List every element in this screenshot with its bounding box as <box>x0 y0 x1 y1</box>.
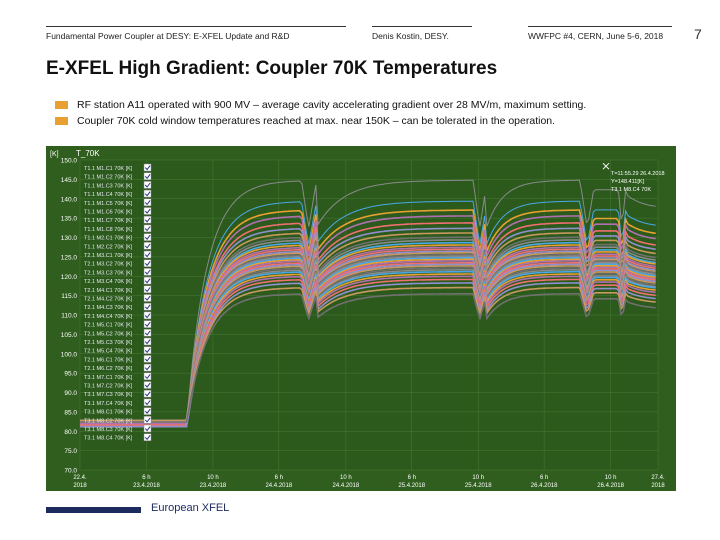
legend-entry: T3.1 M7.C2 70K [K] <box>84 383 133 390</box>
legend-entry: T2.1 M4.C2 70K [K] <box>84 296 133 303</box>
y-tick-label: 145.0 <box>60 176 77 184</box>
y-tick-label: 105.0 <box>60 331 77 339</box>
legend-checkbox[interactable] <box>144 425 151 432</box>
x-tick-label: 10 h <box>604 475 617 481</box>
legend-entry: T1.1 M1.C8 70K [K] <box>84 226 133 233</box>
legend-entry: T2.1 M3.C1 70K [K] <box>84 253 133 259</box>
legend-checkbox[interactable] <box>144 277 151 284</box>
legend-entry: T3.1 M8.C3 70K [K] <box>84 427 133 433</box>
y-tick-label: 75.0 <box>64 448 77 456</box>
x-tick-label: 6 h <box>274 475 284 481</box>
y-tick-label: 95.0 <box>64 370 77 378</box>
y-tick-label: 135.0 <box>60 215 77 223</box>
temperature-chart[interactable] <box>46 146 676 491</box>
legend-entry: T3.1 M7.C4 70K [K] <box>84 400 133 407</box>
legend-entry: T2.1 M4.C1 70K [K] <box>84 287 133 294</box>
legend-checkbox[interactable] <box>144 338 151 345</box>
legend-checkbox[interactable] <box>144 216 151 223</box>
legend-entry: T1.1 M1.C5 70K [K] <box>84 200 133 207</box>
legend-checkbox[interactable] <box>144 190 151 197</box>
cursor-readout-line: T3.1 M8.C4 70K <box>610 187 652 194</box>
legend-checkbox[interactable] <box>144 355 151 362</box>
legend-checkbox[interactable] <box>144 416 151 423</box>
x-tick-label: 24.4.2018 <box>332 483 360 489</box>
legend-entry: T2.1 M5.C1 70K [K] <box>84 322 133 329</box>
european-xfel-logo <box>151 502 229 514</box>
x-tick-label: 10 h <box>472 475 485 481</box>
x-tick-label: 6 h <box>142 475 151 481</box>
bullet-text: Coupler 70K cold window temperatures reached at max. near 150K – can be tolerated in the operation. <box>77 115 556 127</box>
legend-entry: T1.1 M2.C2 70K [K] <box>84 244 133 251</box>
y-unit-label: [K] <box>50 151 59 158</box>
legend-entry: T2.1 M3.C2 70K [K] <box>84 261 133 268</box>
page-number: 7 <box>694 26 702 42</box>
legend-entry: T2.1 M4.C4 70K [K] <box>84 313 133 320</box>
y-tick-label: 120.0 <box>60 273 77 281</box>
legend-checkbox[interactable] <box>144 321 151 328</box>
x-tick-label: 23.4.2018 <box>199 483 227 489</box>
y-tick-label: 85.0 <box>64 409 77 417</box>
y-tick-label: 125.0 <box>60 254 77 262</box>
legend-entry: T1.1 M1.C3 70K [K] <box>84 183 133 190</box>
footer-logo-text: European XFEL <box>151 502 230 514</box>
legend-checkbox[interactable] <box>144 373 151 380</box>
legend-entry: T2.1 M5.C4 70K [K] <box>84 348 133 355</box>
bullet-square-icon <box>55 117 68 125</box>
x-tick-label: 6 h <box>539 475 549 481</box>
y-tick-label: 140.0 <box>60 196 77 204</box>
legend-checkbox[interactable] <box>144 251 151 258</box>
x-tick-label: 23.4.2018 <box>133 483 160 489</box>
footer-brand-bar <box>46 507 141 513</box>
legend-checkbox[interactable] <box>144 260 151 267</box>
legend-checkbox[interactable] <box>144 181 151 188</box>
legend-checkbox[interactable] <box>144 347 151 354</box>
cursor-readout-line: Y=148.411[K] <box>610 179 645 186</box>
header-venue: WWFPC #4, CERN, June 5-6, 2018 <box>528 31 664 41</box>
header-talk-title: Fundamental Power Coupler at DESY: E-XFEL Update and R&D <box>46 31 290 41</box>
x-tick-label: 26.4.2018 <box>530 483 558 489</box>
panel-label: T_70K <box>76 149 100 158</box>
legend-entry: T1.1 M1.C7 70K [K] <box>84 218 133 225</box>
y-tick-label: 115.0 <box>61 293 77 301</box>
x-tick-label: 27.4. <box>651 475 665 481</box>
legend-checkbox[interactable] <box>144 286 151 293</box>
x-tick-label: 25.4.2018 <box>398 483 426 489</box>
legend-entry: T2.1 M6.C2 70K [K] <box>84 366 133 373</box>
legend-checkbox[interactable] <box>144 303 151 310</box>
legend-entry: T3.1 M8.C1 70K [K] <box>84 409 133 416</box>
legend-checkbox[interactable] <box>144 242 151 249</box>
x-tick-label: 22.4. <box>73 475 87 481</box>
legend-checkbox[interactable] <box>144 399 151 406</box>
legend-entry: T3.1 M8.C2 70K [K] <box>84 418 133 425</box>
cursor-readout-line: T=11:55.29 26.4.2018 <box>610 171 665 178</box>
header-author: Denis Kostin, DESY. <box>372 31 449 41</box>
x-tick-label: 25.4.2018 <box>464 483 492 489</box>
legend-entry: T3.1 M7.C3 70K [K] <box>84 392 133 399</box>
x-tick-label: 26.4.2018 <box>597 483 624 489</box>
legend-checkbox[interactable] <box>144 164 151 171</box>
legend-checkbox[interactable] <box>144 382 151 389</box>
y-tick-label: 130.0 <box>60 235 77 242</box>
legend-entry: T1.1 M1.C4 70K [K] <box>84 192 133 199</box>
x-tick-label: 6 h <box>407 475 416 481</box>
legend-entry: T2.1 M4.C3 70K [K] <box>84 305 133 312</box>
legend-entry: T1.1 M1.C6 70K [K] <box>84 209 133 216</box>
y-tick-label: 90.0 <box>64 390 77 397</box>
legend-entry: T1.1 M1.C2 70K [K] <box>84 174 133 181</box>
legend-checkbox[interactable] <box>144 434 151 441</box>
bullet-item <box>55 115 655 127</box>
legend-checkbox[interactable] <box>144 208 151 215</box>
legend-checkbox[interactable] <box>144 295 151 302</box>
x-tick-label: 10 h <box>207 475 219 481</box>
x-tick-label: 10 h <box>340 475 352 481</box>
legend-entry: T2.1 M5.C2 70K [K] <box>84 331 133 338</box>
header-rule-left <box>46 26 346 27</box>
legend-checkbox[interactable] <box>144 268 151 275</box>
legend-entry: T1.1 M2.C1 70K [K] <box>84 235 133 242</box>
legend-checkbox[interactable] <box>144 329 151 336</box>
legend-entry: T2.1 M6.C1 70K [K] <box>84 357 133 364</box>
legend-checkbox[interactable] <box>144 390 151 397</box>
bullet-square-icon <box>55 101 68 109</box>
y-tick-label: 110.0 <box>61 312 77 320</box>
y-tick-label: 100.0 <box>60 351 77 359</box>
legend-checkbox[interactable] <box>144 234 151 241</box>
x-tick-label: 2018 <box>651 483 665 489</box>
legend-entry: T2.1 M5.C3 70K [K] <box>84 340 133 346</box>
chart-canvas[interactable] <box>46 146 676 491</box>
x-tick-label: 2018 <box>73 483 87 489</box>
header-rule-right <box>528 26 672 27</box>
legend-checkbox[interactable] <box>144 408 151 415</box>
legend-checkbox[interactable] <box>144 173 151 180</box>
bullet-text: RF station A11 operated with 900 MV – average cavity accelerating gradient over 28 MV/m, maximum setting. <box>77 99 587 111</box>
legend-checkbox[interactable] <box>144 312 151 319</box>
y-tick-label: 80.0 <box>64 428 77 436</box>
header-rule-center <box>372 26 472 27</box>
legend-checkbox[interactable] <box>144 199 151 206</box>
legend-entry: T1.1 M1.C1 70K [K] <box>84 166 133 172</box>
legend-entry: T2.1 M3.C4 70K [K] <box>84 279 133 286</box>
y-tick-label: 70.0 <box>64 467 77 475</box>
y-tick-label: 150.0 <box>60 157 77 165</box>
x-tick-label: 24.4.2018 <box>265 483 293 489</box>
legend-entry: T2.1 M3.C3 70K [K] <box>84 270 133 277</box>
bullet-item <box>55 99 655 111</box>
slide-title: E-XFEL High Gradient: Coupler 70K Temperatures <box>46 58 498 79</box>
legend-checkbox[interactable] <box>144 225 151 232</box>
legend-checkbox[interactable] <box>144 364 151 371</box>
legend-entry: T3.1 M7.C1 70K [K] <box>84 374 133 381</box>
legend-entry: T3.1 M8.C4 70K [K] <box>84 435 133 442</box>
